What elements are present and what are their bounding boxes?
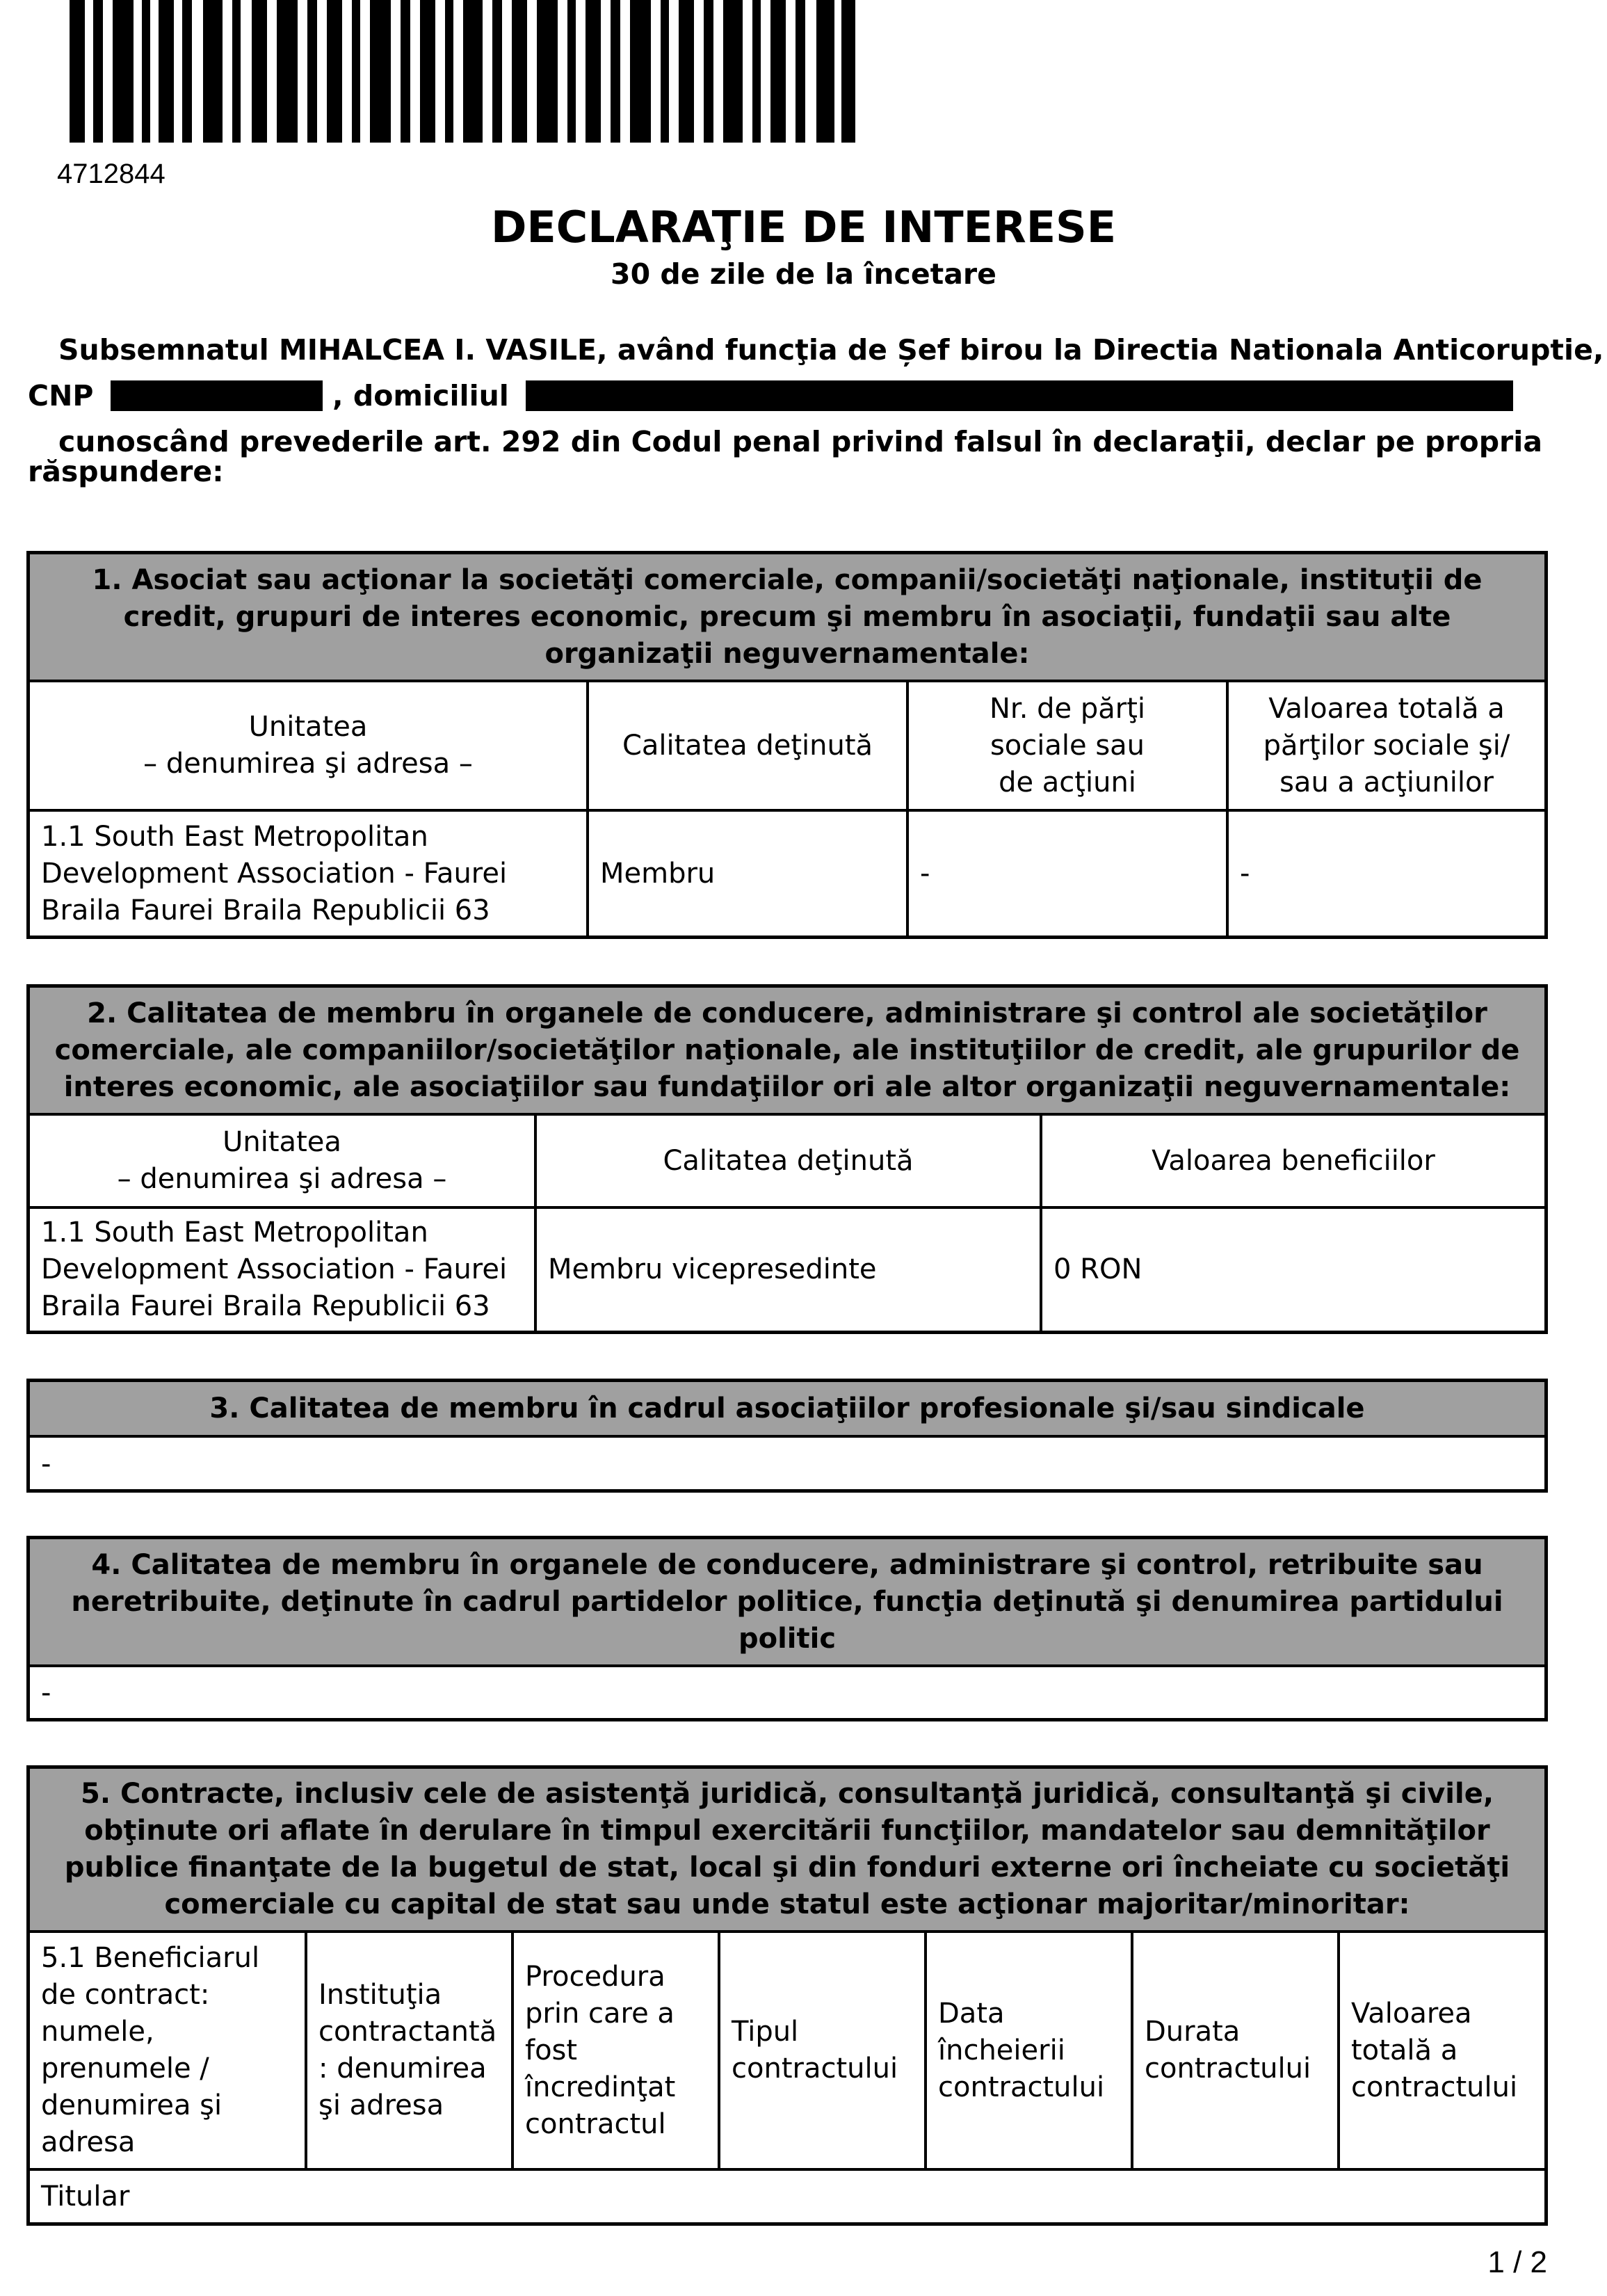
titular-label: Titular bbox=[30, 2169, 1544, 2223]
section-1-title: 1. Asociat sau acţionar la societăţi comerciale, companii/societăţi naţionale, instituţii de credit, grupuri de interes economic, precum şi membru în asociaţii, fundaţii sau alte organizaţii neguvernamentale: bbox=[30, 554, 1544, 682]
col-header-unitate: Unitatea – denumirea şi adresa – bbox=[30, 1116, 535, 1207]
section-4 bbox=[26, 1536, 1548, 1721]
document-id: 4712844 bbox=[57, 159, 165, 189]
col-header-calitatea: Calitatea deţinută bbox=[535, 1116, 1041, 1207]
intro-line-4 bbox=[28, 449, 1558, 495]
cell-beneficii: 0 RON bbox=[1041, 1207, 1544, 1331]
section-4-title: 4. Calitatea de membru în organele de conducere, administrare şi control, retribuite sau neretribuite, deţinute în cadrul partidelor politice, funcţia deţinută şi denumirea partidului politic bbox=[30, 1539, 1544, 1667]
page-number: 1 / 2 bbox=[1487, 2245, 1547, 2279]
cell-nr-parti: - bbox=[907, 810, 1227, 936]
section-5 bbox=[26, 1765, 1548, 2226]
intro-text-3: cunoscând prevederile art. 292 din Codul penal privind falsul în declaraţii, declar pe propria bbox=[58, 425, 1542, 458]
section-1-table bbox=[30, 682, 1544, 936]
section-1-header-row bbox=[30, 682, 1544, 810]
col-header-beneficii: Valoarea beneficiilor bbox=[1041, 1116, 1544, 1207]
section-2-title: 2. Calitatea de membru în organele de conducere, administrare şi control ale societăţilor comerciale, ale companiilor/societăţilor naţionale, ale instituţiilor de credit, ale grupurilor de interes economic, ale asociaţiilor sau fundaţiilor ori ale altor organizaţii neguvernamentale: bbox=[30, 988, 1544, 1116]
col-header-unitate: Unitatea – denumirea şi adresa – bbox=[30, 682, 588, 810]
page-title: DECLARAŢIE DE INTERESE bbox=[490, 202, 1117, 252]
cell-valoarea: - bbox=[1227, 810, 1544, 936]
col-header-beneficiar: 5.1 Beneficiarul de contract: numele, prenumele / denumirea şi adresa bbox=[30, 1933, 306, 2169]
section-2 bbox=[26, 984, 1548, 1334]
col-header-procedura: Procedura prin care a fost încredinţat contractul bbox=[512, 1933, 719, 2169]
table-row bbox=[30, 1207, 1544, 1331]
section-4-value: - bbox=[41, 1677, 51, 1709]
table-row bbox=[30, 810, 1544, 936]
cell-calitatea: Membru vicepresedinte bbox=[535, 1207, 1041, 1331]
section-5-header-row bbox=[30, 1933, 1544, 2169]
col-header-valoarea: Valoarea totală a contractului bbox=[1339, 1933, 1544, 2169]
section-5-title: 5. Contracte, inclusiv cele de asistenţă juridică, consultanţă juridică, consultanţă şi civile, obţinute ori aflate în derulare în timpul exercitării funcţiilor, mandatelor sau demnităţilor publice finanţate de la bugetul de stat, local şi din fonduri externe ori încheiate cu societăţi comerciale cu capital de stat sau unde statul este acţionar majoritar/minoritar: bbox=[30, 1769, 1544, 1933]
domiciliu-redaction bbox=[526, 380, 1513, 411]
col-header-calitatea: Calitatea deţinută bbox=[588, 682, 907, 810]
col-header-valoarea: Valoarea totală a părţilor sociale şi/ sau a acţiunilor bbox=[1227, 682, 1544, 810]
section-2-table bbox=[30, 1116, 1544, 1331]
section-5-table bbox=[30, 1933, 1544, 2223]
section-3-value: - bbox=[41, 1447, 51, 1480]
col-header-tipul: Tipul contractului bbox=[719, 1933, 926, 2169]
intro-text-1: Subsemnatul MIHALCEA I. VASILE, având funcţia de Șef birou la Directia Nationala Anticoruptie, bbox=[58, 333, 1604, 367]
intro-line-1 bbox=[28, 327, 1604, 373]
intro-line-2 bbox=[28, 373, 1558, 419]
page-subtitle: 30 de zile de la încetare bbox=[611, 257, 996, 291]
col-header-institutia: Instituţia contractantă : denumirea şi adresa bbox=[306, 1933, 512, 2169]
cnp-label: CNP bbox=[28, 379, 94, 412]
cell-unitate: 1.1 South East Metropolitan Development Association - Faurei Braila Faurei Braila Republicii 63 bbox=[30, 1207, 535, 1331]
col-header-durata: Durata contractului bbox=[1132, 1933, 1339, 2169]
section-3-title: 3. Calitatea de membru în cadrul asociaţiilor profesionale şi/sau sindicale bbox=[30, 1382, 1544, 1438]
cell-calitatea: Membru bbox=[588, 810, 907, 936]
section-2-header-row bbox=[30, 1116, 1544, 1207]
barcode bbox=[70, 0, 855, 143]
cell-unitate: 1.1 South East Metropolitan Development Association - Faurei Braila Faurei Braila Republicii 63 bbox=[30, 810, 588, 936]
cnp-redaction bbox=[111, 380, 323, 411]
table-row-titular bbox=[30, 2169, 1544, 2223]
col-header-data: Data încheierii contractului bbox=[926, 1933, 1132, 2169]
col-header-nr-parti: Nr. de părţi sociale sau de acţiuni bbox=[907, 682, 1227, 810]
section-3 bbox=[26, 1379, 1548, 1493]
section-1 bbox=[26, 551, 1548, 939]
domiciliu-label: , domiciliul bbox=[332, 379, 509, 412]
intro-text-4: răspundere: bbox=[28, 455, 224, 488]
